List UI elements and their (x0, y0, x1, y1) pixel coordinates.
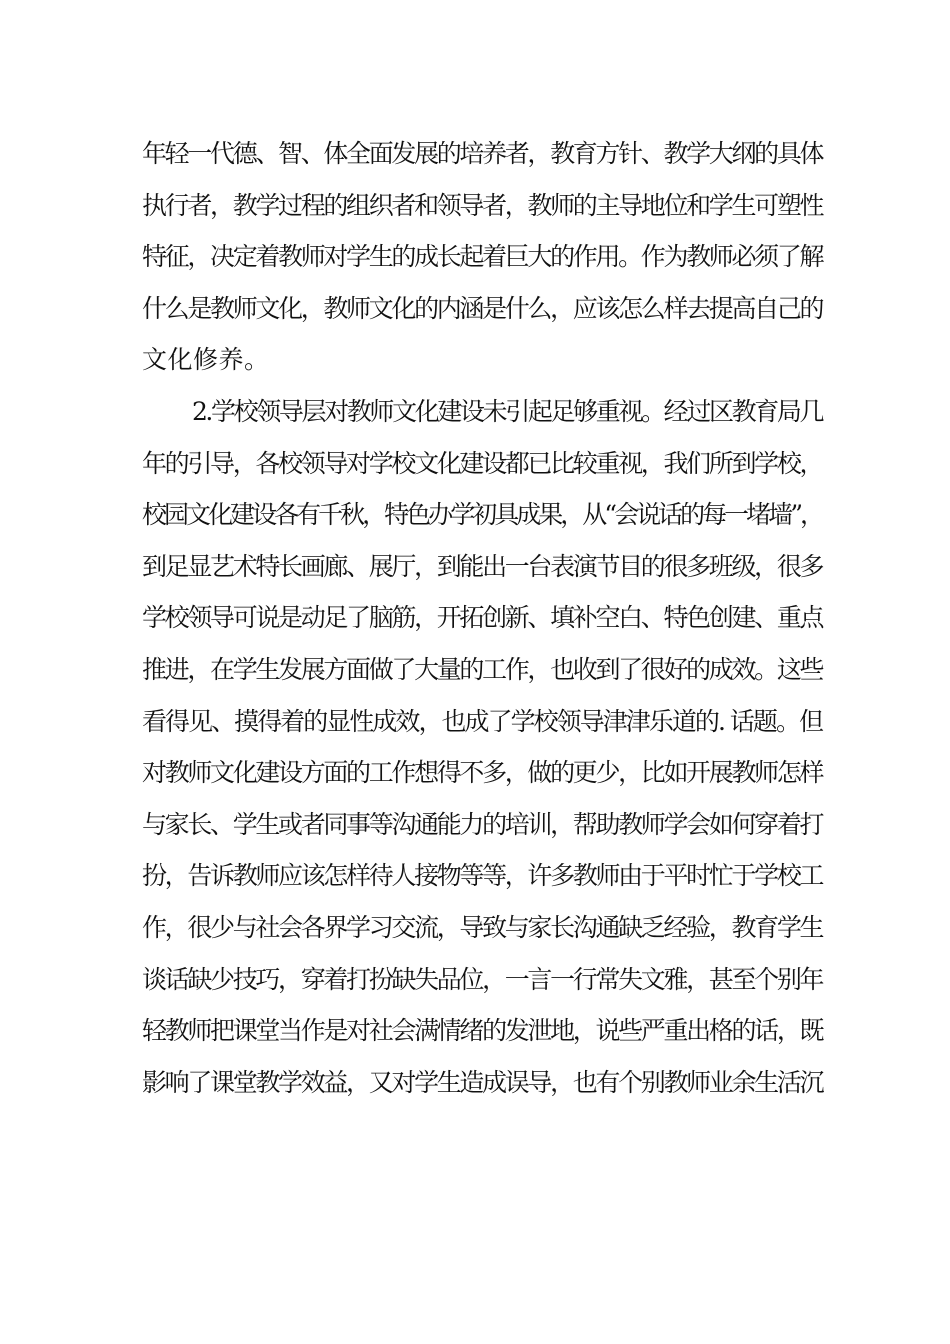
text-line: 执行者，教学过程的组织者和领导者，教师的主导地位和学生可塑性 (142, 190, 822, 220)
text-line: 文化修养。 (142, 345, 270, 375)
paragraph-2 (142, 386, 822, 1108)
text-line: 推进，在学生发展方面做了大量的工作，也收到了很好的成效。这些 (142, 654, 822, 684)
text-line: 2.学校领导层对教师文化建设未引起足够重视。经过区教育局几 (192, 396, 822, 426)
text-line: 年轻一代德、智、体全面发展的培养者，教育方针、教学大纲的具体 (142, 139, 822, 168)
text-line: 年的引导，各校领导对学校文化建设都已比较重视，我们所到学校， (142, 448, 822, 478)
body-text (142, 128, 822, 1108)
text-line: 特征，决定着教师对学生的成长起着巨大的作用。作为教师必须了解 (142, 242, 822, 272)
text-line: 学校领导可说是动足了脑筋，开拓创新、填补空白、特色创建、重点 (142, 603, 822, 633)
text-line: 到足显艺术特长画廊、展厅，到能出一台表演节目的很多班级，很多 (142, 551, 822, 581)
text-line: 轻教师把课堂当作是对社会满情绪的发泄地，说些严重出格的话，既 (142, 1016, 822, 1046)
text-line: 什么是教师文化，教师文化的内涵是什么，应该怎么样去提高自己的 (142, 293, 822, 323)
text-line: 与家长、学生或者同事等沟通能力的培训，帮助教师学会如何穿着打 (142, 809, 822, 839)
text-line: 影响了课堂教学效益，又对学生造成误导，也有个别教师业余生活沉 (142, 1067, 822, 1097)
text-line: 看得见、摸得着的显性成效，也成了学校领导津津乐道的. 话题。但 (142, 706, 822, 736)
text-line: 作，很少与社会各界学习交流，导致与家长沟通缺乏经验，教育学生 (142, 912, 822, 942)
text-line: 校园文化建设各有千秋，特色办学初具成果，从“会说话的每一堵墙”， (142, 500, 822, 530)
text-line: 对教师文化建设方面的工作想得不多，做的更少，比如开展教师怎样 (142, 758, 822, 788)
text-line: 谈话缺少技巧，穿着打扮缺失品位，一言一行常失文雅，甚至个别年 (142, 964, 822, 994)
text-line: 扮，告诉教师应该怎样待人接物等等，许多教师由于平时忙于学校工 (142, 861, 822, 891)
paragraph-1 (142, 128, 822, 386)
